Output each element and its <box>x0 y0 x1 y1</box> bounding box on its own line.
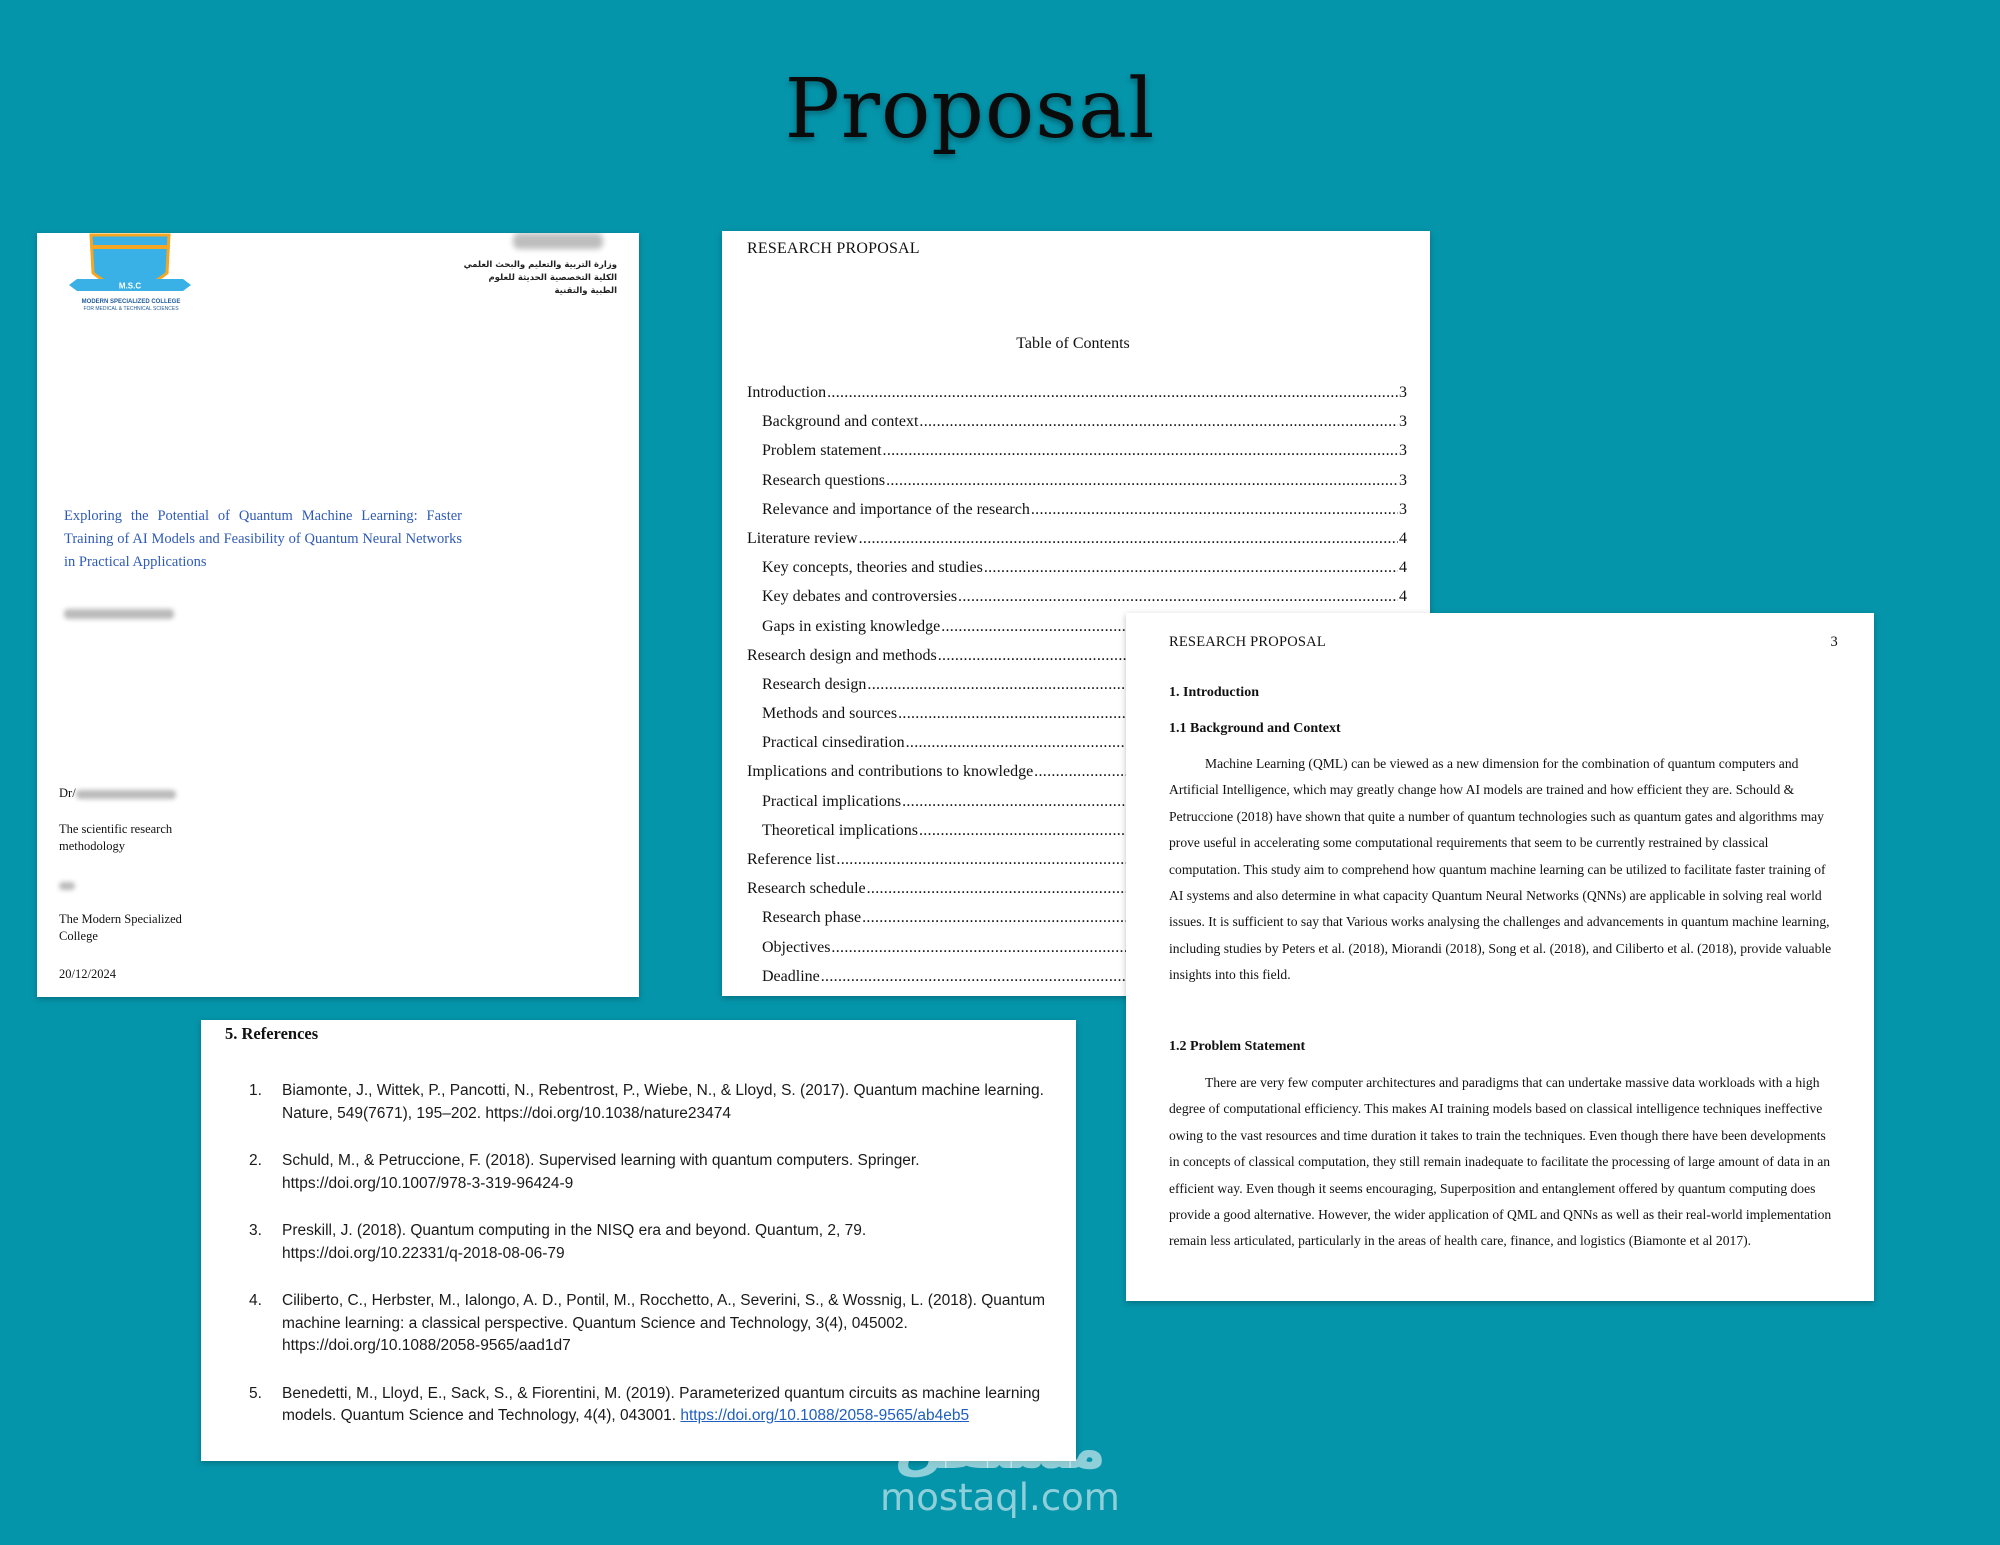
proposal-title: Exploring the Potential of Quantum Machine Learning: Faster Training of AI Models and Feasibility of Quantum Neural Networks in Practical Applications <box>64 508 462 570</box>
toc-entry-label: Literature review <box>747 529 858 547</box>
reference-item <box>249 1220 1049 1265</box>
toc-entry[interactable] <box>747 558 1407 587</box>
running-header: RESEARCH PROPOSAL <box>1169 634 1326 650</box>
reference-number: 2. <box>249 1152 262 1169</box>
ministry-text <box>457 259 617 298</box>
toc-entry-label: Research questions <box>762 471 886 489</box>
toc-leader-dots <box>958 587 1398 607</box>
toc-entry-page: 3 <box>1399 384 1407 401</box>
college-name: The Modern Specialized College <box>59 912 182 943</box>
references-list <box>249 1080 1049 1453</box>
course-name: The scientific research methodology <box>59 822 173 853</box>
toc-entry-page: 4 <box>1399 559 1407 577</box>
toc-entry-page: 3 <box>1399 413 1407 431</box>
reference-number: 5. <box>249 1384 262 1402</box>
cover-date: 20/12/2024 <box>59 967 116 981</box>
toc-leader-dots <box>827 383 1398 403</box>
watermark-latin: mostaql.com <box>880 1476 1120 1519</box>
reference-number: 1. <box>249 1082 262 1099</box>
instructor-line <box>59 785 176 802</box>
toc-entry-label: Deadline <box>762 967 820 985</box>
reference-text-wrap <box>282 1220 1049 1265</box>
ministry-line: وزارة التربية والتعليم والبحث العلمي <box>463 260 617 270</box>
toc-entry-label: Introduction <box>747 384 827 401</box>
watermark-arabic: مستقل <box>893 1414 1107 1482</box>
reference-text-wrap <box>282 1080 1049 1125</box>
redacted-field <box>59 877 75 894</box>
student-name-redacted <box>64 605 174 621</box>
logo-text: MODERN SPECIALIZED COLLEGE <box>81 299 181 305</box>
toc-entry-label: Implications and contributions to knowledge <box>747 763 1034 781</box>
reference-text: Biamonte, J., Wittek, P., Pancotti, N., Rebentrost, P., Wiebe, N., & Lloyd, S. (2017). Quantum machine learning. Nature, 549(7671), 195–202. https://doi.org/10.1038/nature23474 <box>282 1082 1044 1122</box>
toc-title: Table of Contents <box>1016 335 1130 352</box>
toc-leader-dots <box>984 558 1398 578</box>
toc-entry-page: 3 <box>1399 500 1407 518</box>
reference-text-wrap <box>282 1150 1049 1195</box>
references-title: 5. References <box>225 1024 319 1043</box>
toc-entry-label: Research design and methods <box>747 646 937 664</box>
toc-entry[interactable] <box>747 383 1407 412</box>
logo-subtext: FOR MEDICAL & TECHNICAL SCIENCES <box>83 306 179 312</box>
toc-entry-page: 3 <box>1399 442 1407 460</box>
toc-entry-page: 4 <box>1399 588 1407 606</box>
toc-entry-label: Key concepts, theories and studies <box>762 559 983 577</box>
ministry-line: الطبية والتقنية <box>554 286 617 296</box>
ministry-line: الكلية التخصصية الحديثة للعلوم <box>488 273 617 283</box>
toc-entry-label: Reference list <box>747 851 836 868</box>
paragraph: Machine Learning (QML) can be viewed as a new dimension for the combination of quantum computers and Artificial Intelligence, which may greatly change how AI models are trained and how efficient they are. Schould & Petruccione (2018) have shown that quite a number of quantum technologies such as quantum gates and algorithms may prove useful in accelerating some computational requirements that seem to be currently restrained by classical computation. This study aim to comprehend how quantum machine learning can be utilized to facilitate faster training of AI systems and also determine in what capacity Quantum Neural Networks (QNNs) are applicable in solving real world issues. It is sufficient to say that Various works analysing the challenges and advancements in quantum machine learning, including studies by Peters et al. (2018), Miorandi (2018), Song et al. (2018), and Ciliberto et al. (2018), provide valuable insights into this field. <box>1169 756 1832 983</box>
running-header: RESEARCH PROPOSAL <box>747 240 920 257</box>
toc-leader-dots <box>883 441 1398 461</box>
reference-item <box>249 1150 1049 1195</box>
toc-entry[interactable] <box>747 471 1407 500</box>
toc-entry-label: Research schedule <box>747 880 866 898</box>
reference-text: Schuld, M., & Petruccione, F. (2018). Supervised learning with quantum computers. Springer. https://doi.org/10.1007/978-3-319-96424-9 <box>282 1152 920 1192</box>
page-title: Proposal <box>784 62 1156 157</box>
subsection-heading: 1.2 Problem Statement <box>1169 1039 1306 1054</box>
toc-entry-label: Methods and sources <box>762 705 898 723</box>
instructor-prefix: Dr/ <box>59 786 76 800</box>
cover-page <box>37 233 639 997</box>
redacted-heading <box>513 233 603 249</box>
toc-leader-dots <box>919 412 1398 432</box>
toc-entry-label: Objectives <box>762 938 831 956</box>
logo-abbr: M.S.C <box>118 281 142 291</box>
toc-entry-label: Key debates and controversies <box>762 588 958 606</box>
toc-leader-dots <box>859 529 1398 549</box>
watermark <box>870 1414 1130 1519</box>
references-page <box>201 1020 1076 1461</box>
toc-entry[interactable] <box>747 500 1407 529</box>
reference-number: 4. <box>249 1292 262 1309</box>
toc-entry-label: Gaps in existing knowledge <box>762 617 941 635</box>
reference-item <box>249 1290 1049 1358</box>
toc-entry[interactable] <box>747 441 1407 470</box>
toc-entry-label: Practical cinsediration <box>762 734 905 752</box>
reference-text-wrap <box>282 1290 1049 1358</box>
paragraph: There are very few computer architectures and paradigms that can undertake massive data workloads with a high degree of computational efficiency. This makes AI training models based on classical intelligence techniques ineffective owing to the vast resources and time duration it takes to train the techniques. Even though there have been developments in concepts of classical computation, they still remain inadequate to facilitate the processing of large amount of data in an efficient way. Even though it seems encouraging, Superposition and entanglement offered by quantum computing does provide a good alternative. However, the wider application of QML and QNNs as well as their real-world implementation remain less articulated, particularly in the areas of health care, finance, and logistics (Biamonte et al 2017). <box>1169 1075 1832 1249</box>
toc-entry-label: Background and context <box>762 413 919 431</box>
introduction-page <box>1126 613 1874 1301</box>
toc-entry-label: Relevance and importance of the research <box>762 500 1030 518</box>
toc-entry-label: Research design <box>762 675 867 693</box>
reference-link[interactable]: https://doi.org/10.1088/2058-9565/ab4eb5 <box>680 1407 970 1424</box>
reference-text: Benedetti, M., Lloyd, E., Sack, S., & Fiorentini, M. (2019). Parameterized quantum circuits as machine learning models. Quantum Science and Technology, 4(4), 043001. <box>282 1384 1041 1424</box>
toc-entry-label: Theoretical implications <box>762 821 918 839</box>
toc-entry-label: Practical implications <box>762 792 902 810</box>
toc-entry[interactable] <box>747 412 1407 441</box>
subsection-heading: 1.1 Background and Context <box>1169 721 1341 736</box>
toc-entry[interactable] <box>747 529 1407 558</box>
reference-text: Preskill, J. (2018). Quantum computing in the NISQ era and beyond. Quantum, 2, 79. https://doi.org/10.22331/q-2018-08-06-79 <box>282 1222 867 1262</box>
toc-entry-page: 3 <box>1399 471 1407 489</box>
section-heading: 1. Introduction <box>1169 685 1259 700</box>
toc-leader-dots <box>886 471 1398 491</box>
reference-text: Ciliberto, C., Herbster, M., Ialongo, A. D., Pontil, M., Rocchetto, A., Severini, S., & Wossnig, L. (2018). Quantum machine learning: a classical perspective. Quantum Science and Technology, 3(4), 045002. https://doi.org/10.1088/2058-9565/aad1d7 <box>282 1292 1045 1354</box>
reference-number: 3. <box>249 1222 262 1239</box>
toc-leader-dots <box>1031 500 1398 520</box>
toc-entry-page: 4 <box>1399 529 1407 547</box>
toc-entry-label: Problem statement <box>762 442 882 460</box>
toc-entry-label: Research phase <box>762 909 862 927</box>
reference-item <box>249 1080 1049 1125</box>
page-number: 3 <box>1830 634 1838 650</box>
